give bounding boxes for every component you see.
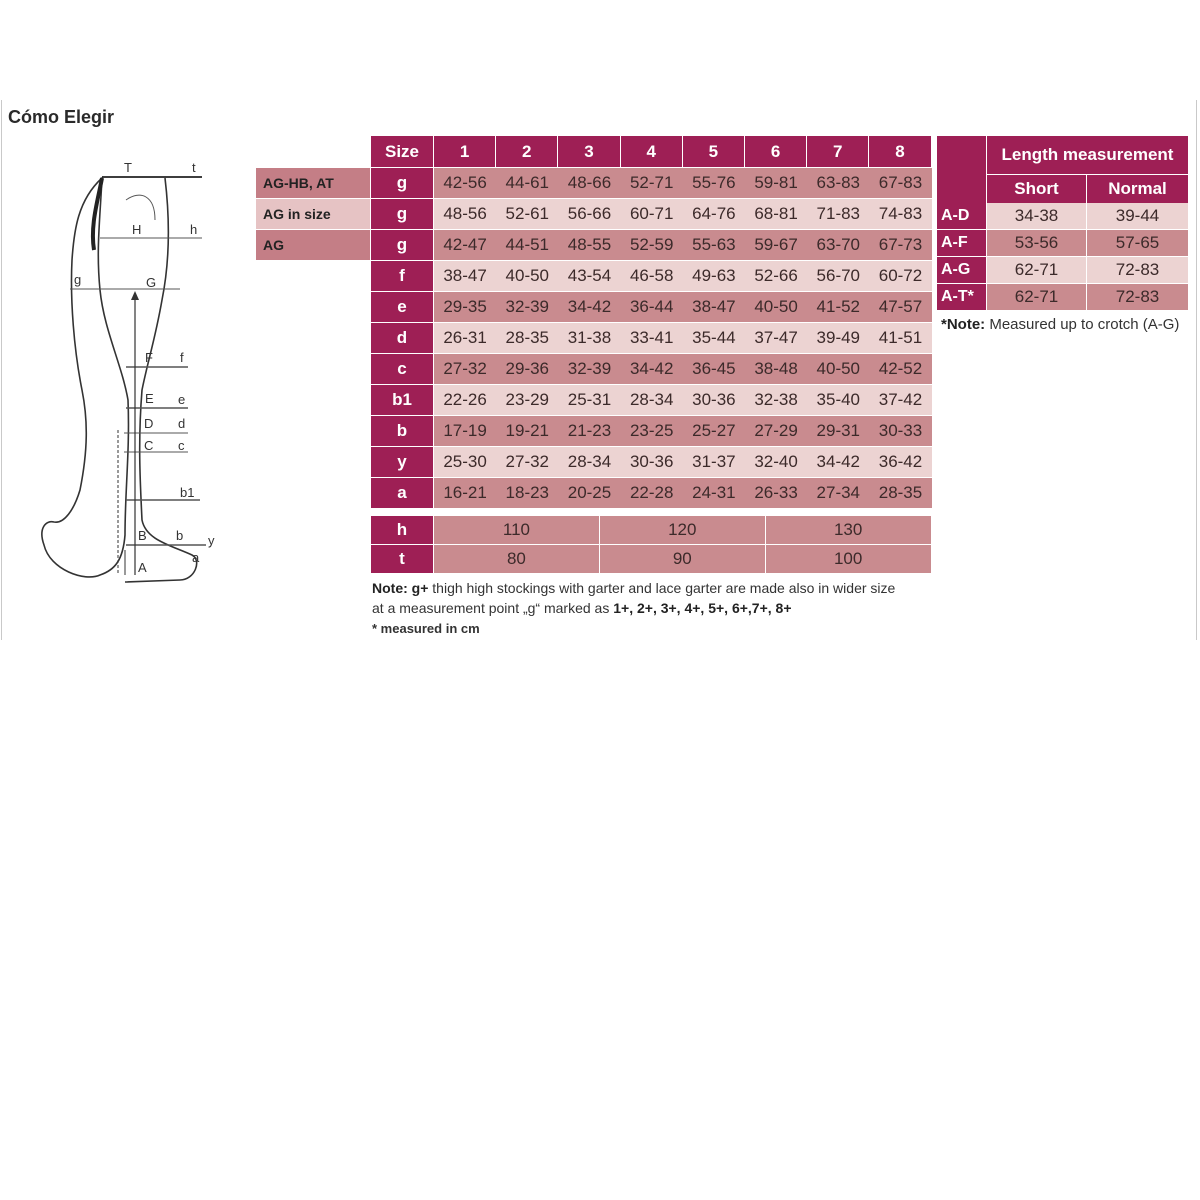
side-label-ag-hb-at: AG-HB, AT (256, 168, 370, 198)
size-note-line-3: * measured in cm (372, 621, 480, 636)
length-row-label: A-F (937, 230, 986, 256)
length-note-rest: Measured up to crotch (A-G) (985, 316, 1180, 333)
length-table-corner (937, 136, 986, 203)
size-table-cell: 16-21 (434, 478, 496, 508)
leg-measurement-diagram (30, 150, 230, 590)
length-col-short: Short (987, 175, 1086, 203)
size-table-cell: 67-73 (869, 230, 931, 260)
diagram-label-f: f (180, 350, 184, 365)
size-table-cell: 29-31 (807, 416, 869, 446)
size-row-label: y (371, 447, 433, 477)
size-table-cell: 41-51 (869, 323, 931, 353)
length-normal-cell: 72-83 (1087, 257, 1188, 283)
diagram-label-a: a (192, 550, 200, 565)
side-label-ag-in-size: AG in size (256, 199, 370, 229)
diagram-label-H: H (132, 222, 142, 237)
length-row-label: A-D (937, 203, 986, 229)
size-table-cell: 36-45 (683, 354, 745, 384)
size-table-cell: 59-67 (745, 230, 807, 260)
side-label-ag: AG (256, 230, 370, 260)
size-table-cell: 30-36 (683, 385, 745, 415)
size-table-cell: 52-66 (745, 261, 807, 291)
size-merged-cell: 80 (434, 545, 599, 573)
size-row-label: g (371, 168, 433, 198)
size-table-cell: 39-49 (807, 323, 869, 353)
diagram-label-g: g (74, 272, 82, 287)
diagram-label-h: h (190, 222, 198, 237)
size-table-cell: 25-30 (434, 447, 496, 477)
size-table-cell: 47-57 (869, 292, 931, 322)
size-merged-cell: 120 (600, 516, 765, 544)
diagram-label-C: C (144, 438, 154, 453)
size-table-cell: 32-38 (745, 385, 807, 415)
size-header-label: Size (371, 136, 433, 167)
size-table-cell: 18-23 (496, 478, 558, 508)
length-row-label: A-G (937, 257, 986, 283)
size-table-cell: 55-63 (683, 230, 745, 260)
size-table-cell: 28-34 (558, 447, 620, 477)
size-table-cell: 67-83 (869, 168, 931, 198)
size-table-cell: 28-35 (869, 478, 931, 508)
size-table-cell: 48-66 (558, 168, 620, 198)
size-row-label: e (371, 292, 433, 322)
hip-curve (126, 195, 155, 220)
diagram-label-e: e (178, 392, 186, 407)
length-table-title: Length measurement (987, 136, 1188, 174)
size-table-cell: 20-25 (558, 478, 620, 508)
size-table-cell: 52-61 (496, 199, 558, 229)
size-table-cell: 56-66 (558, 199, 620, 229)
size-table-cell: 22-28 (621, 478, 683, 508)
size-table-cell: 36-42 (869, 447, 931, 477)
size-table-cell: 48-55 (558, 230, 620, 260)
size-table-cell: 42-56 (434, 168, 496, 198)
size-table-cell: 32-39 (496, 292, 558, 322)
size-note-line2-sizes: 1+, 2+, 3+, 4+, 5+, 6+,7+, 8+ (613, 600, 792, 616)
size-table-cell: 56-70 (807, 261, 869, 291)
size-table-cell: 32-40 (745, 447, 807, 477)
size-table-cell: 27-29 (745, 416, 807, 446)
length-short-cell: 62-71 (987, 257, 1086, 283)
size-table-cell: 34-42 (807, 447, 869, 477)
arrow-head-g (131, 291, 139, 300)
length-normal-cell: 57-65 (1087, 230, 1188, 256)
diagram-label-b: b (176, 528, 184, 543)
size-merged-cell: 110 (434, 516, 599, 544)
diagram-label-c: c (178, 438, 185, 453)
size-row-label: a (371, 478, 433, 508)
size-row-label: g (371, 230, 433, 260)
size-table-cell: 43-54 (558, 261, 620, 291)
size-table-cell: 27-34 (807, 478, 869, 508)
size-table-cell: 63-83 (807, 168, 869, 198)
size-table-cell: 29-36 (496, 354, 558, 384)
size-table-cell: 31-38 (558, 323, 620, 353)
size-row-label-t: t (371, 545, 433, 573)
size-table-cell: 40-50 (496, 261, 558, 291)
size-col-header-5: 5 (683, 136, 744, 167)
size-table-cell: 60-72 (869, 261, 931, 291)
size-table-cell: 26-33 (745, 478, 807, 508)
size-table-cell: 55-76 (683, 168, 745, 198)
size-table-cell: 40-50 (745, 292, 807, 322)
size-table-cell: 42-52 (869, 354, 931, 384)
size-table-cell: 38-47 (683, 292, 745, 322)
size-col-header-2: 2 (496, 136, 557, 167)
size-table-cell: 63-70 (807, 230, 869, 260)
size-table-cell: 60-71 (621, 199, 683, 229)
size-note-line2-text: at a measurement point „g“ marked as (372, 600, 614, 616)
size-note-line-2 (372, 600, 792, 616)
size-table-cell: 59-81 (745, 168, 807, 198)
diagram-label-t: t (192, 160, 196, 175)
size-table-cell: 52-59 (621, 230, 683, 260)
size-table-cell: 52-71 (621, 168, 683, 198)
size-table-cell: 46-58 (621, 261, 683, 291)
size-table-cell: 30-33 (869, 416, 931, 446)
diagram-label-D: D (144, 416, 154, 431)
size-table-cell: 21-23 (558, 416, 620, 446)
size-table-cell: 37-42 (869, 385, 931, 415)
frame-right-border (1196, 100, 1197, 640)
length-normal-cell: 72-83 (1087, 284, 1188, 310)
diagram-label-b1: b1 (180, 485, 195, 500)
size-table-cell: 28-35 (496, 323, 558, 353)
size-table-cell: 41-52 (807, 292, 869, 322)
size-table-cell: 44-61 (496, 168, 558, 198)
size-table-cell: 31-37 (683, 447, 745, 477)
size-table-cell: 34-42 (558, 292, 620, 322)
size-table-cell: 42-47 (434, 230, 496, 260)
leg-outline-right (125, 178, 197, 582)
size-row-label: f (371, 261, 433, 291)
diagram-label-T: T (124, 160, 132, 175)
size-table-cell: 26-31 (434, 323, 496, 353)
size-table-cell: 36-44 (621, 292, 683, 322)
size-table-cell: 32-39 (558, 354, 620, 384)
size-table-cell: 27-32 (434, 354, 496, 384)
diagram-label-E: E (145, 391, 154, 406)
size-col-header-7: 7 (807, 136, 868, 167)
size-table-cell: 19-21 (496, 416, 558, 446)
length-note (941, 316, 1179, 333)
length-col-normal: Normal (1087, 175, 1188, 203)
length-short-cell: 53-56 (987, 230, 1086, 256)
size-row-label-h: h (371, 516, 433, 544)
size-note-line-1 (372, 580, 895, 596)
size-table-cell: 34-42 (621, 354, 683, 384)
diagram-label-y: y (208, 533, 215, 548)
size-col-header-1: 1 (434, 136, 495, 167)
length-note-prefix: *Note: (941, 316, 986, 333)
diagram-label-F: F (145, 350, 153, 365)
size-table-cell: 35-44 (683, 323, 745, 353)
size-table-cell: 22-26 (434, 385, 496, 415)
size-table-cell: 33-41 (621, 323, 683, 353)
size-table-cell: 71-83 (807, 199, 869, 229)
size-table-cell: 40-50 (807, 354, 869, 384)
size-table-cell: 35-40 (807, 385, 869, 415)
diagram-label-G: G (146, 275, 157, 290)
size-table-cell: 23-29 (496, 385, 558, 415)
size-col-header-4: 4 (621, 136, 682, 167)
page-title: Cómo Elegir (8, 107, 115, 127)
size-table-cell: 29-35 (434, 292, 496, 322)
size-table-cell: 25-27 (683, 416, 745, 446)
length-short-cell: 62-71 (987, 284, 1086, 310)
diagram-label-B: B (138, 528, 147, 543)
size-table-cell: 24-31 (683, 478, 745, 508)
size-col-header-8: 8 (869, 136, 930, 167)
size-table-cell: 49-63 (683, 261, 745, 291)
size-row-label: b1 (371, 385, 433, 415)
size-table-cell: 38-47 (434, 261, 496, 291)
size-merged-cell: 130 (766, 516, 931, 544)
size-table-cell: 68-81 (745, 199, 807, 229)
size-col-header-3: 3 (558, 136, 619, 167)
size-row-label: c (371, 354, 433, 384)
diagram-label-d: d (178, 416, 186, 431)
size-col-header-6: 6 (745, 136, 806, 167)
size-table-cell: 17-19 (434, 416, 496, 446)
diagram-label-A: A (138, 560, 147, 575)
size-table-cell: 38-48 (745, 354, 807, 384)
size-table-cell: 27-32 (496, 447, 558, 477)
size-note-prefix: Note: g+ (372, 580, 429, 596)
size-row-label: g (371, 199, 433, 229)
size-table-cell: 48-56 (434, 199, 496, 229)
size-table-cell: 64-76 (683, 199, 745, 229)
size-table-cell: 23-25 (621, 416, 683, 446)
length-short-cell: 34-38 (987, 203, 1086, 229)
size-row-label: d (371, 323, 433, 353)
size-merged-cell: 100 (766, 545, 931, 573)
size-row-label: b (371, 416, 433, 446)
size-table-cell: 37-47 (745, 323, 807, 353)
size-note-rest: thigh high stockings with garter and lace garter are made also in wider size (428, 580, 896, 596)
size-merged-cell: 90 (600, 545, 765, 573)
length-row-label: A-T* (937, 284, 986, 310)
size-table-cell: 74-83 (869, 199, 931, 229)
length-normal-cell: 39-44 (1087, 203, 1188, 229)
frame-left-border (1, 100, 2, 640)
size-table-cell: 44-51 (496, 230, 558, 260)
size-table-cell: 30-36 (621, 447, 683, 477)
size-table-cell: 25-31 (558, 385, 620, 415)
size-table-cell: 28-34 (621, 385, 683, 415)
